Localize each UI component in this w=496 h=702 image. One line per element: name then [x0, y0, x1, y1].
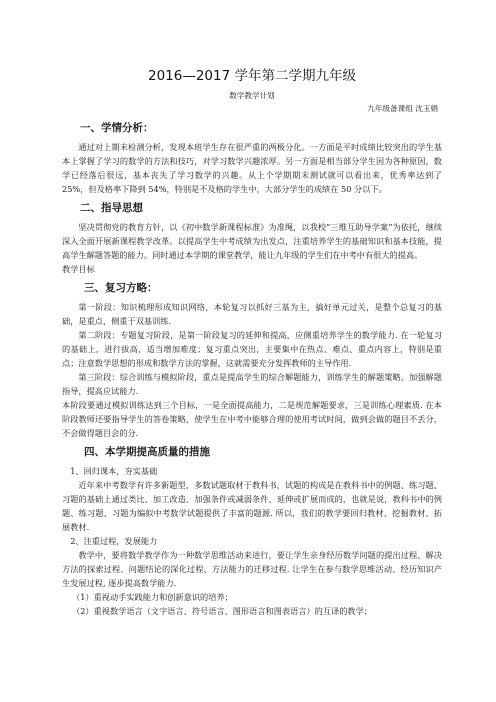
list-item: （1）重视动手实践能力和创新意识的培养； — [72, 592, 233, 602]
author-line: 九年级备课组 沈玉娟 — [367, 104, 438, 113]
section-2-paragraph: 坚决贯彻党的教育方针，以《初中数学新课程标准》为准绳，以我校“三维互助导学案”为依托，继续深入全面开展新课程教学改革。以提高学生中考成绩为出发点，注重培养学生的基础知识和基本技能，提高学生解题答题的能力。同时通过本学期的课堂教学，能让九年级的学生们在中考中有很大的提高。 — [62, 222, 442, 260]
section-heading-2: 二、指导思想 — [80, 202, 143, 214]
section-3-paragraph-2: 第二阶段：专题复习阶段，是第一阶段复习的延伸和提高，应侧重培养学生的数学能力. 在一轮复习的基础上，进行拔高，适当增加难度；复习重点突出，主要集中在热点、难点、重点内容上，特别是重点；注意数学思想的形成和数学方法的掌握，这就需要充分发挥教师的主导作用. — [62, 330, 442, 368]
document-title: 2016—2017 学年第二学期九年级 — [147, 68, 356, 84]
list-item: （2）重视数学语言（文字语言、符号语言、图形语言和图表语言）的互译的教学； — [72, 606, 372, 616]
section-3-paragraph-4: 本阶段要通过模拟训练达到三个目标，一是全面提高能力，二是规范解题要求，三是训练心理素质. 在本阶段教师还要指导学生的答卷策略，使学生在中考中能够合理的使用考试时间，做到会做的题目不丢分，不会做得题目会的分. — [62, 400, 442, 438]
section-1-paragraph: 通过对上期末检测分析，发现本班学生存在很严重的两极分化。一方面是平时成绩比较突出的学生基本上掌握了学习的数学的方法和技巧，对学习数学兴趣浓厚。另一方面是相当部分学生因为各种原因，数学已经落后很远，基本丧失了学习数学的兴趣。从上个学期期末测试就可以看出来，优秀率达到了 25%，但及格率下降到 54%，特别是不及格的学生中，大部分学生的成绩在 50 分以下。 — [62, 142, 442, 194]
section-heading-4: 四、本学期提高质量的措施 — [84, 446, 210, 458]
document-subtitle: 数学教学计划 — [229, 91, 275, 100]
section-4-subheading-1: 1、回归课本，夯实基础 — [70, 466, 158, 476]
section-4-paragraph-1: 近年来中考数学有许多新题型，多数试题取材于教科书，试题的构成是在教科书中的例题、练习题、习题的基础上通过类比、加工改造、加强条件或减弱条件、延伸或扩展而成的，也就是说，教科书中的例题、练习题、习题为编拟中考数学试题提供了丰富的题源. 所以，我们的教学要回归教材、挖掘教材、拓展教材. — [62, 480, 442, 532]
section-2-note: 教学目标 — [62, 264, 95, 274]
section-3-paragraph-3: 第三阶段：综合训练与模拟阶段，重点是提高学生的综合解题能力，训练学生的解题策略，加强解题指导，提高应试能力. — [62, 372, 442, 396]
section-4-subheading-2: 2、注重过程，发展能力 — [70, 536, 158, 546]
section-3-paragraph-1: 第一阶段：知识梳理形成知识网络，本轮复习以抓好三基为主，搞好单元过关，是整个总复习的基础，是重点，侧重于双基训练. — [62, 302, 442, 326]
section-4-paragraph-2: 教学中，要将数学教学作为一种数学思维活动来进行，要让学生亲身经历数学问题的提出过程、解决方法的探索过程、问题结论的深化过程、方法能力的迁移过程. 让学生在参与数学思维活动、经历知识产生发展过程, 逐步提高数学能力. — [62, 550, 442, 588]
section-heading-1: 一、学情分析： — [80, 122, 154, 134]
section-heading-3: 三、复习方略： — [84, 282, 158, 294]
